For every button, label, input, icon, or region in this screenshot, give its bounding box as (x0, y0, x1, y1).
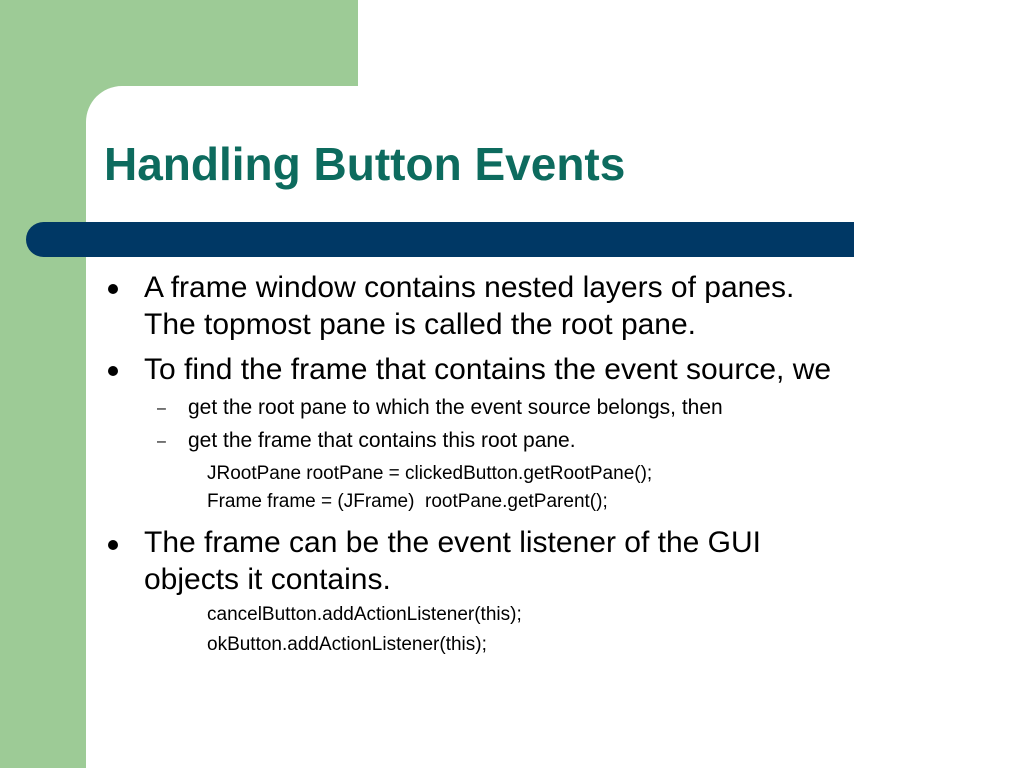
code-line: JRootPane rootPane = clickedButton.getRootPane(); (207, 463, 653, 484)
bullet-line: To find the frame that contains the event source, we (144, 353, 832, 386)
bullet-dot-icon (108, 366, 118, 376)
slide-title: Handling Button Events (104, 138, 626, 190)
sub-bullet-text: get the root pane to which the event source belongs, then (188, 396, 723, 419)
bullet-dot-icon (108, 540, 118, 550)
bullet-line: objects it contains. (144, 563, 391, 596)
bullet-text (144, 524, 944, 598)
bullet-line: A frame window contains nested layers of panes. (144, 271, 795, 304)
code-line: Frame frame = (JFrame) rootPane.getParent(); (207, 491, 608, 512)
bullet-dot-icon (108, 284, 118, 294)
bullet-line: The frame can be the event listener of the GUI (144, 526, 761, 559)
sub-bullet-text: get the frame that contains this root pane. (188, 429, 576, 452)
code-line: okButton.addActionListener(this); (207, 634, 487, 655)
bullet-text (144, 269, 944, 343)
sub-bullet-dash-icon: – (157, 433, 166, 450)
bullet-line: The topmost pane is called the root pane. (144, 308, 697, 341)
sub-bullet-dash-icon: – (157, 400, 166, 417)
bullet-text (144, 351, 944, 388)
code-line: cancelButton.addActionListener(this); (207, 604, 522, 625)
